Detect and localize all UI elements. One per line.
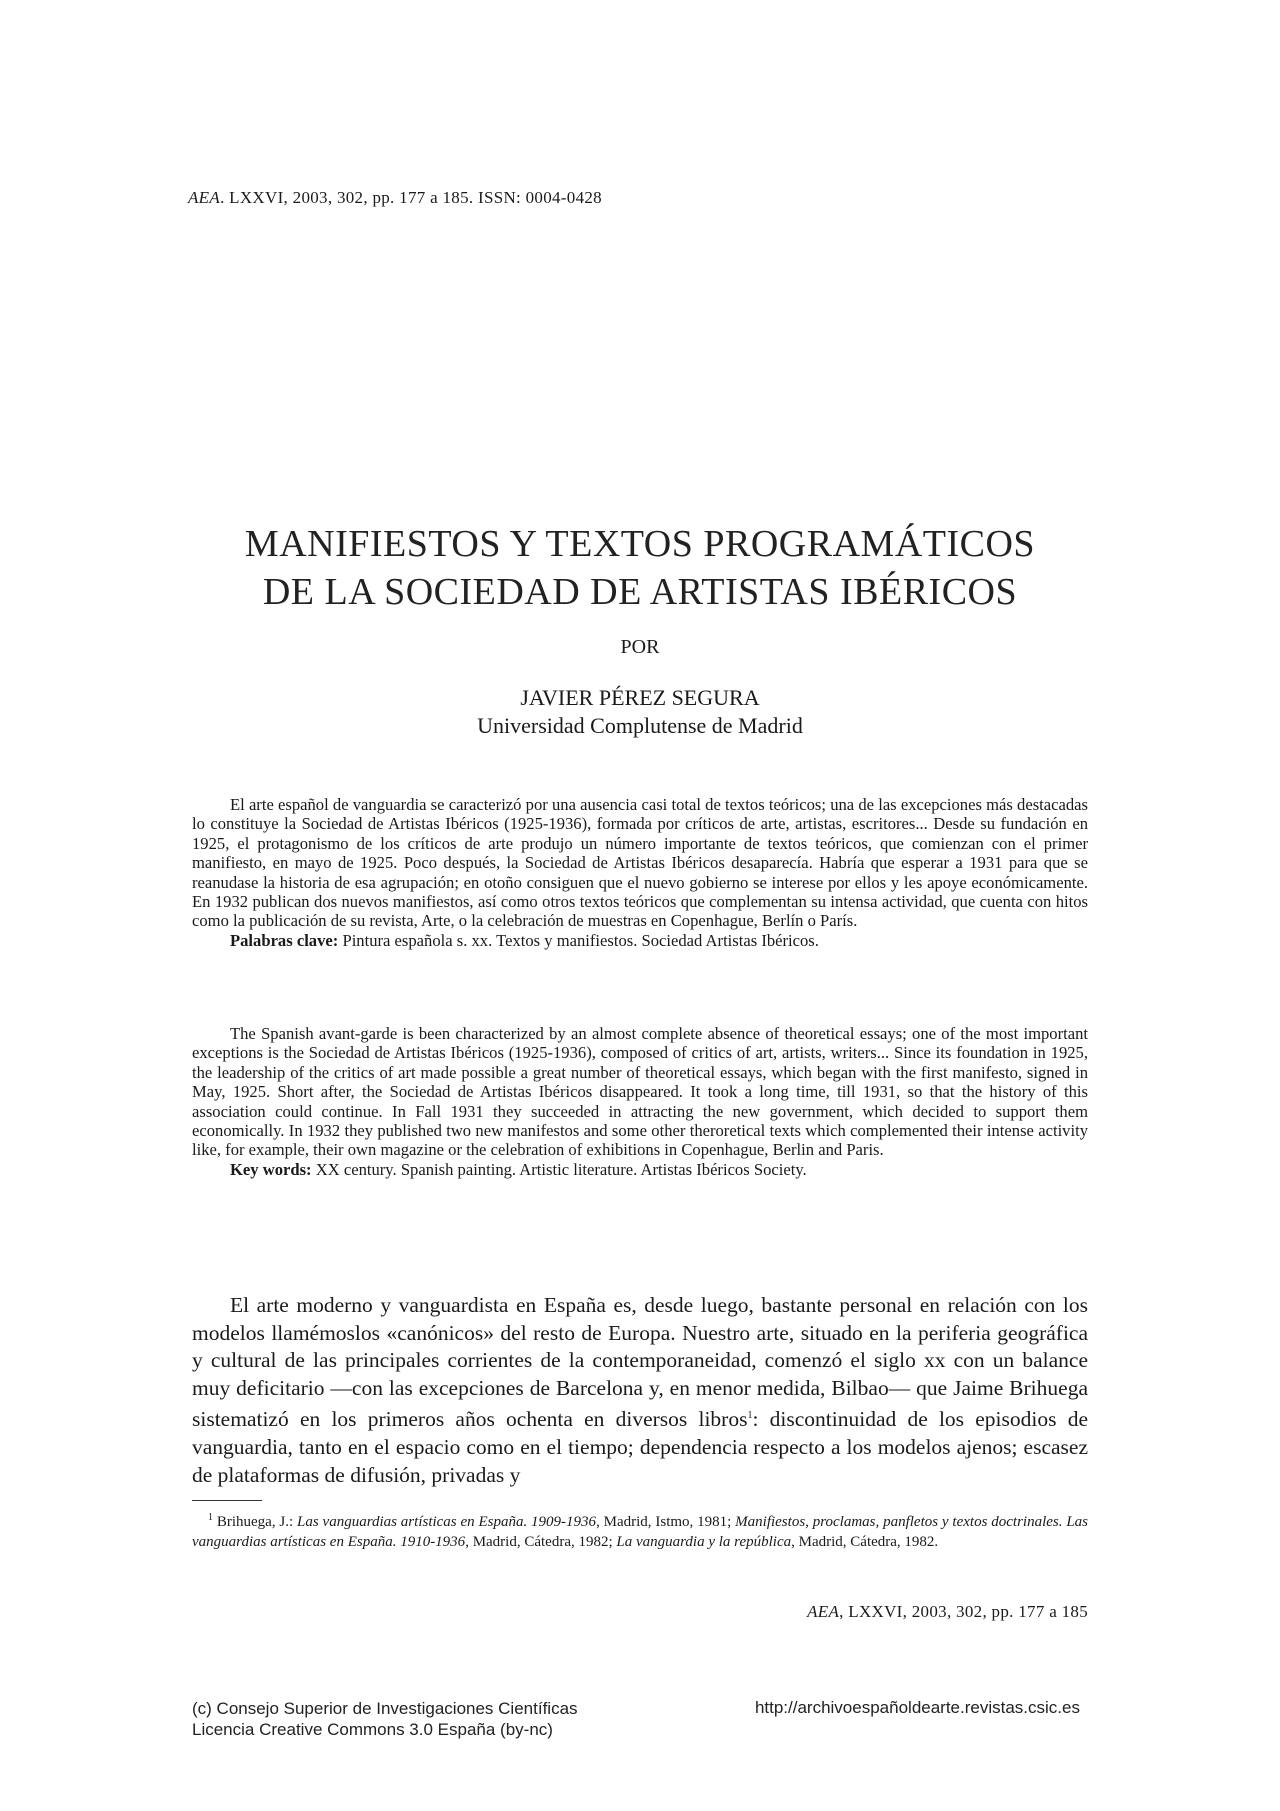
abstract-english xyxy=(192,1024,1088,1179)
abstract-english-text: The Spanish avant-garde is been characterized by an almost complete absence of theoretical essays; one of the most important exceptions is the Sociedad de Artistas Ibéricos (1925-1936), composed of critics of art, artists, writers... Since its foundation in 1925, the leadership of the critics of art made possible a great number of theoretical essays, which began with the first manifesto, signed in May, 1925. Short after, the Sociedad de Artistas Ibéricos disappeared. It took a long time, till 1931, so that the history of this association could continue. In Fall 1931 they succeeded in attracting the new government, which decided to support them economically. In 1932 they published two new manifestos and some other theroretical texts which complemented their intense activity like, for example, their own magazine or the celebration of exhibitions in Copenhague, Berlin and Paris. xyxy=(192,1024,1088,1160)
title-line-2: DE LA SOCIEDAD DE ARTISTAS IBÉRICOS xyxy=(262,571,1018,613)
footnote-part-d: Manifiestos, proclamas, panfletos y textos doctrinales. Las vanguardias artísticas en España. 1910-1936 xyxy=(192,1514,1089,1550)
keywords-english xyxy=(192,1160,1088,1179)
license-line-1: (c) Consejo Superior de Investigaciones Científicas xyxy=(192,1699,578,1718)
author-block xyxy=(0,684,1280,740)
license-block xyxy=(192,1698,578,1740)
keywords-spanish-text: Pintura española s. xx. Textos y manifiestos. Sociedad Artistas Ibéricos. xyxy=(342,930,819,950)
footnote-part-b: Las vanguardias artísticas en España. 1909-1936 xyxy=(297,1514,597,1530)
keywords-english-label: Key words: xyxy=(230,1159,312,1179)
footnote-reference: 1 xyxy=(747,1410,753,1422)
keywords-spanish xyxy=(192,931,1088,950)
page-footer-citation-text: , LXXVI, 2003, 302, pp. 177 a 185 xyxy=(839,1602,1088,1621)
author-affiliation: Universidad Complutense de Madrid xyxy=(477,713,803,738)
journal-abbrev: AEA xyxy=(188,188,221,207)
body-text xyxy=(192,1292,1088,1489)
footnote-part-c: , Madrid, Istmo, 1981; xyxy=(596,1514,736,1530)
body-paragraph xyxy=(192,1292,1088,1489)
footnote-part-f: La vanguardia y la república xyxy=(616,1533,792,1550)
abstract-spanish-text: El arte español de vanguardia se caracterizó por una ausencia casi total de textos teóricos; una de las excepciones más destacadas lo constituye la Sociedad de Artistas Ibéricos (1925-1936), formada por críticos de arte, artistas, escritores... Desde su fundación en 1925, el protagonismo de los críticos de arte produjo un número importante de textos teóricos, que comienzan con el primer manifiesto, en mayo de 1925. Poco después, la Sociedad de Artistas Ibéricos desaparecía. Habría que esperar a 1931 para que se reanudase la historia de esa agrupación; en otoño consiguen que el nuevo gobierno se interese por ellos y les apoye económicamente. En 1932 publican dos nuevos manifiestos, así como otros textos teóricos que complementan su intensa actividad, que cuenta con hitos como la publicación de su revista, Arte, o la celebración de muestras en Copenhague, Berlín o París. xyxy=(192,795,1088,931)
keywords-spanish-label: Palabras clave: xyxy=(230,930,339,950)
footnote-mark: 1 xyxy=(208,1512,213,1523)
license-line-2: Licencia Creative Commons 3.0 España (by-nc) xyxy=(192,1720,553,1739)
title-line-1: MANIFIESTOS Y TEXTOS PROGRAMÁTICOS xyxy=(244,523,1036,565)
citation-text: . LXXVI, 2003, 302, pp. 177 a 185. ISSN: 0004-0428 xyxy=(220,188,602,207)
article-title xyxy=(0,520,1280,616)
footnote-part-e: , Madrid, Cátedra, 1982; xyxy=(465,1533,617,1550)
footnote-part-g: , Madrid, Cátedra, 1982. xyxy=(791,1533,939,1550)
por-label: POR xyxy=(620,636,660,658)
site-url: http://archivoespañoldearte.revistas.csic.es xyxy=(754,1698,1080,1717)
author-name: JAVIER PÉREZ SEGURA xyxy=(520,685,760,710)
footnote xyxy=(192,1508,1088,1552)
body-text-part-2: : discontinuidad de los episodios de vanguardia, tanto en el espacio como en el tiempo; dependencia respecto a los modelos ajenos; escasez de plataformas de difusión, privadas y xyxy=(192,1407,1088,1487)
footnote-divider xyxy=(192,1500,262,1501)
keywords-english-text: XX century. Spanish painting. Artistic literature. Artistas Ibéricos Society. xyxy=(315,1159,807,1179)
page-footer-journal: AEA xyxy=(807,1602,840,1621)
journal-citation-header xyxy=(188,188,602,208)
footnote-part-a: Brihuega, J.: xyxy=(216,1514,298,1530)
abstract-spanish xyxy=(192,795,1088,950)
page-footer-citation xyxy=(807,1602,1088,1622)
footnote-text xyxy=(192,1508,1088,1552)
body-text-part-1: El arte moderno y vanguardista en España es, desde luego, bastante personal en relación con los modelos llamémoslos «canónicos» del resto de Europa. Nuestro arte, situado en la periferia geográfica y cultural de las principales corrientes de la contemporaneidad, comenzó el siglo xx con un balance muy deficitario —con las excepciones de Barcelona y, en menor medida, Bilbao— que Jaime Brihuega sistematizó en los primeros años ochenta en diversos libros xyxy=(192,1293,1088,1432)
